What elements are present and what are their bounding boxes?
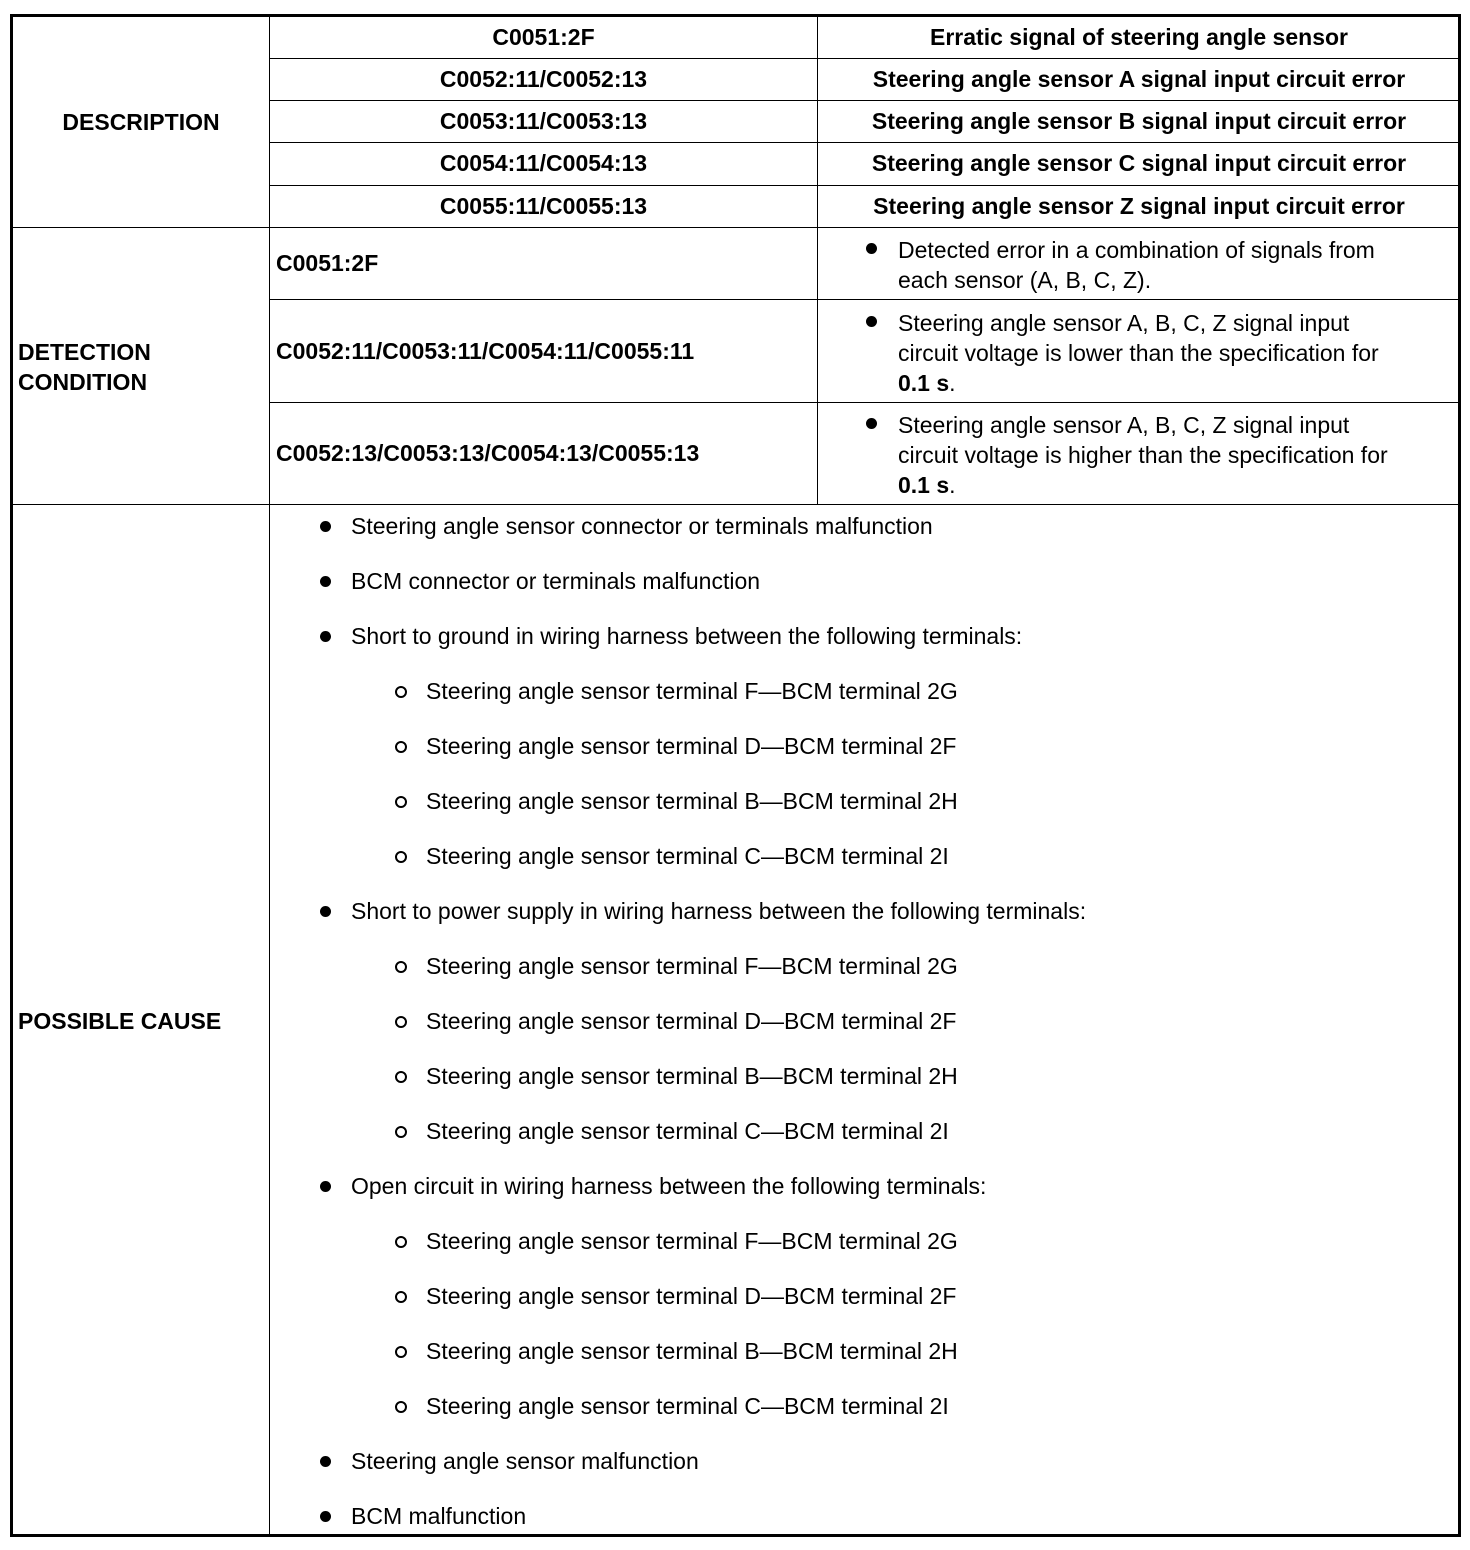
description-label: DESCRIPTION (62, 109, 220, 135)
circle-bullet-icon (395, 961, 407, 973)
circle-bullet-icon (395, 686, 407, 698)
cause-item: Steering angle sensor terminal D—BCM terminal 2F (426, 1283, 957, 1309)
description-code-2: C0053:11/C0053:13 (439, 108, 648, 134)
detection-condition-1-line1: Steering angle sensor A, B, C, Z signal input (898, 310, 1350, 336)
description-code-0: C0051:2F (492, 24, 595, 50)
description-code-4: C0055:11/C0055:13 (439, 193, 648, 219)
cause-item: Steering angle sensor terminal B—BCM terminal 2H (426, 1338, 958, 1364)
column-divider (269, 16, 270, 1536)
detection-code-0: C0051:2F (276, 250, 379, 276)
bullet-icon (866, 418, 877, 429)
description-text-1: Steering angle sensor A signal input circuit error (872, 66, 1406, 92)
description-text-4: Steering angle sensor Z signal input circuit error (873, 193, 1405, 219)
circle-bullet-icon (395, 1291, 407, 1303)
bullet-icon (320, 1456, 331, 1467)
detection-condition-1-line2: circuit voltage is lower than the specification for (898, 340, 1379, 366)
detection-condition-0-line1: Detected error in a combination of signals from (898, 237, 1375, 263)
bullet-icon (320, 576, 331, 587)
possible-cause-label: POSSIBLE CAUSE (18, 1008, 222, 1034)
duration-value: 0.1 s (898, 472, 950, 498)
circle-bullet-icon (395, 1346, 407, 1358)
description-text-0: Erratic signal of steering angle sensor (930, 24, 1348, 50)
circle-bullet-icon (395, 1236, 407, 1248)
bullet-icon (320, 906, 331, 917)
description-code-1: C0052:11/C0052:13 (439, 66, 648, 92)
cause-item: BCM malfunction (351, 1503, 527, 1529)
circle-bullet-icon (395, 1071, 407, 1083)
duration-tail: . (949, 370, 956, 396)
detection-code-1: C0052:11/C0053:11/C0054:11/C0055:11 (276, 338, 695, 364)
row-divider (270, 299, 1460, 300)
detection-condition-2-line3 (898, 470, 956, 500)
detection-label-line2: CONDITION (18, 369, 148, 395)
description-text-3: Steering angle sensor C signal input circuit error (871, 150, 1407, 176)
bullet-icon (320, 1511, 331, 1522)
detection-condition-0-line2: each sensor (A, B, C, Z). (898, 267, 1152, 293)
cause-item: Steering angle sensor terminal B—BCM terminal 2H (426, 1063, 958, 1089)
cause-item: Steering angle sensor terminal D—BCM terminal 2F (426, 733, 957, 759)
cause-item: Open circuit in wiring harness between the following terminals: (351, 1173, 987, 1199)
row-divider (270, 185, 1460, 186)
row-divider (270, 58, 1460, 59)
detection-condition-1-line3 (898, 368, 956, 398)
cause-item: Steering angle sensor terminal F—BCM terminal 2G (426, 678, 958, 704)
cause-item: Steering angle sensor connector or terminals malfunction (351, 513, 933, 539)
cause-item: Steering angle sensor terminal F—BCM terminal 2G (426, 1228, 958, 1254)
cause-item: Steering angle sensor terminal C—BCM terminal 2I (426, 843, 949, 869)
detection-label-line1: DETECTION (18, 339, 151, 365)
bullet-icon (866, 243, 877, 254)
bullet-icon (320, 631, 331, 642)
bullet-icon (866, 316, 877, 327)
section-divider (12, 504, 1460, 505)
circle-bullet-icon (395, 741, 407, 753)
duration-tail: . (949, 472, 956, 498)
description-code-3: C0054:11/C0054:13 (439, 150, 648, 176)
cause-item: Steering angle sensor terminal C—BCM terminal 2I (426, 1393, 949, 1419)
cause-item: Steering angle sensor terminal C—BCM terminal 2I (426, 1118, 949, 1144)
cause-item: Short to ground in wiring harness between the following terminals: (351, 623, 1023, 649)
duration-value: 0.1 s (898, 370, 950, 396)
description-text-2: Steering angle sensor B signal input circuit error (871, 108, 1407, 134)
detection-condition-2-line1: Steering angle sensor A, B, C, Z signal input (898, 412, 1350, 438)
circle-bullet-icon (395, 851, 407, 863)
cause-item: BCM connector or terminals malfunction (351, 568, 761, 594)
detection-condition-2-line2: circuit voltage is higher than the specification for (898, 442, 1388, 468)
row-divider (270, 402, 1460, 403)
cause-item: Steering angle sensor malfunction (351, 1448, 699, 1474)
row-divider (270, 100, 1460, 101)
cause-item: Steering angle sensor terminal F—BCM terminal 2G (426, 953, 958, 979)
circle-bullet-icon (395, 1016, 407, 1028)
circle-bullet-icon (395, 796, 407, 808)
cause-item: Short to power supply in wiring harness between the following terminals: (351, 898, 1087, 924)
row-divider (270, 142, 1460, 143)
cause-item: Steering angle sensor terminal D—BCM terminal 2F (426, 1008, 957, 1034)
bullet-icon (320, 1181, 331, 1192)
bullet-icon (320, 521, 331, 532)
circle-bullet-icon (395, 1126, 407, 1138)
detection-code-2: C0052:13/C0053:13/C0054:13/C0055:13 (276, 440, 700, 466)
cause-item: Steering angle sensor terminal B—BCM terminal 2H (426, 788, 958, 814)
section-divider (12, 227, 1460, 228)
circle-bullet-icon (395, 1401, 407, 1413)
